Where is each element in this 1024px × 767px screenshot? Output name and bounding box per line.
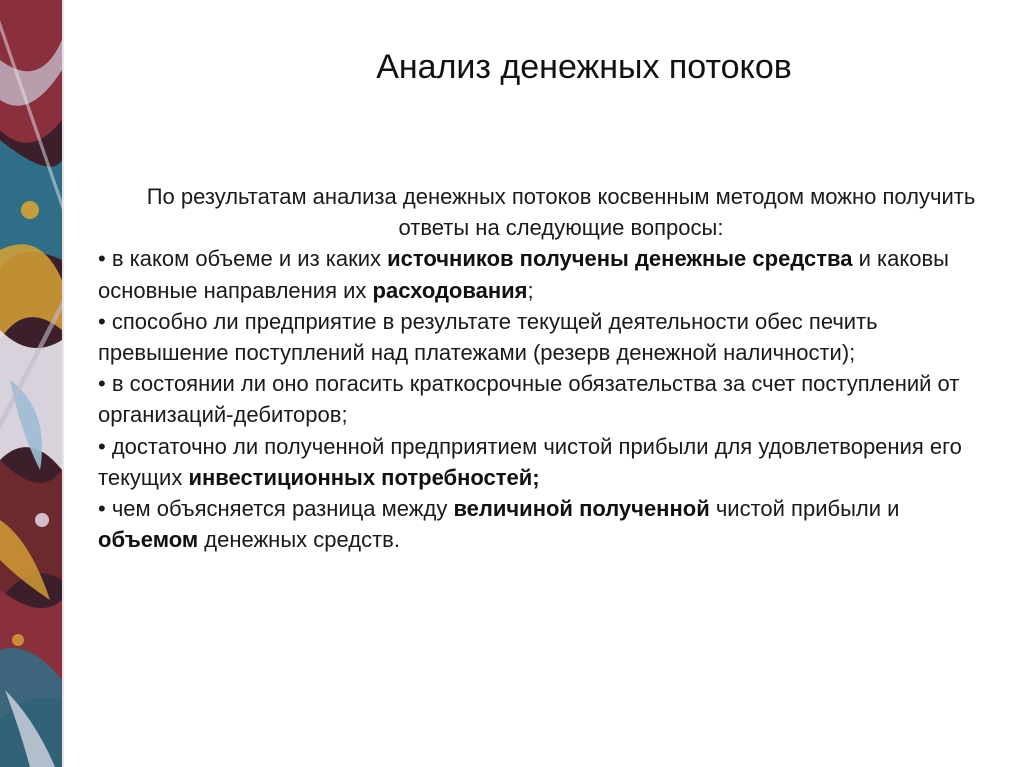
decor-shape: [21, 201, 39, 219]
strip-divider: [62, 0, 64, 767]
bullet-item: [98, 243, 990, 305]
bullet-marker: •: [98, 246, 112, 272]
bullet-marker: •: [98, 371, 112, 397]
bullet-text: чем объясняется разница между: [111, 496, 454, 522]
bullet-text: и каковы основные направления их: [98, 246, 949, 303]
bullet-item: [98, 368, 990, 430]
bullet-item: [98, 493, 990, 555]
bullet-marker: •: [98, 308, 112, 334]
intro-paragraph: По результатам анализа денежных потоков косвенным методом можно получить ответы на следующие вопросы:: [146, 184, 976, 241]
bullet-bold-text: источников получены денежные средства: [387, 246, 853, 272]
bullet-text: денежных средств.: [198, 527, 400, 553]
bullet-item: [98, 431, 990, 493]
bullet-text: в каком объеме и из каких: [111, 246, 388, 272]
bullet-bold-text: расходования: [372, 277, 528, 303]
slide-body: [98, 181, 990, 555]
decor-shape: [35, 513, 49, 527]
bullet-bold-text: инвестиционных потребностей;: [188, 464, 540, 490]
decorative-side-strip: [0, 0, 62, 767]
bullet-text: в состоянии ли оно погасить краткосрочные обязательства за счет поступлений от организаций-дебиторов;: [98, 371, 960, 428]
bullet-text: достаточно ли полученной предприятием чистой прибыли для удовлетворения его текущих: [98, 433, 962, 490]
bullet-list: [98, 243, 990, 555]
slide-title: Анализ денежных потоков: [376, 48, 792, 86]
bullet-marker: •: [98, 496, 112, 522]
bullet-text: способно ли предприятие в результате текущей деятельности обес печить превышение поступлений над платежами (резерв денежной наличности);: [98, 308, 878, 366]
bullet-text: чистой прибыли и: [709, 496, 900, 522]
bullet-bold-text: величиной полученной: [453, 496, 710, 522]
bullet-bold-text: объемом: [98, 527, 199, 553]
decor-shape: [12, 634, 24, 646]
bullet-item: [98, 306, 990, 368]
bullet-text: ;: [527, 277, 534, 303]
bullet-marker: •: [98, 433, 112, 459]
